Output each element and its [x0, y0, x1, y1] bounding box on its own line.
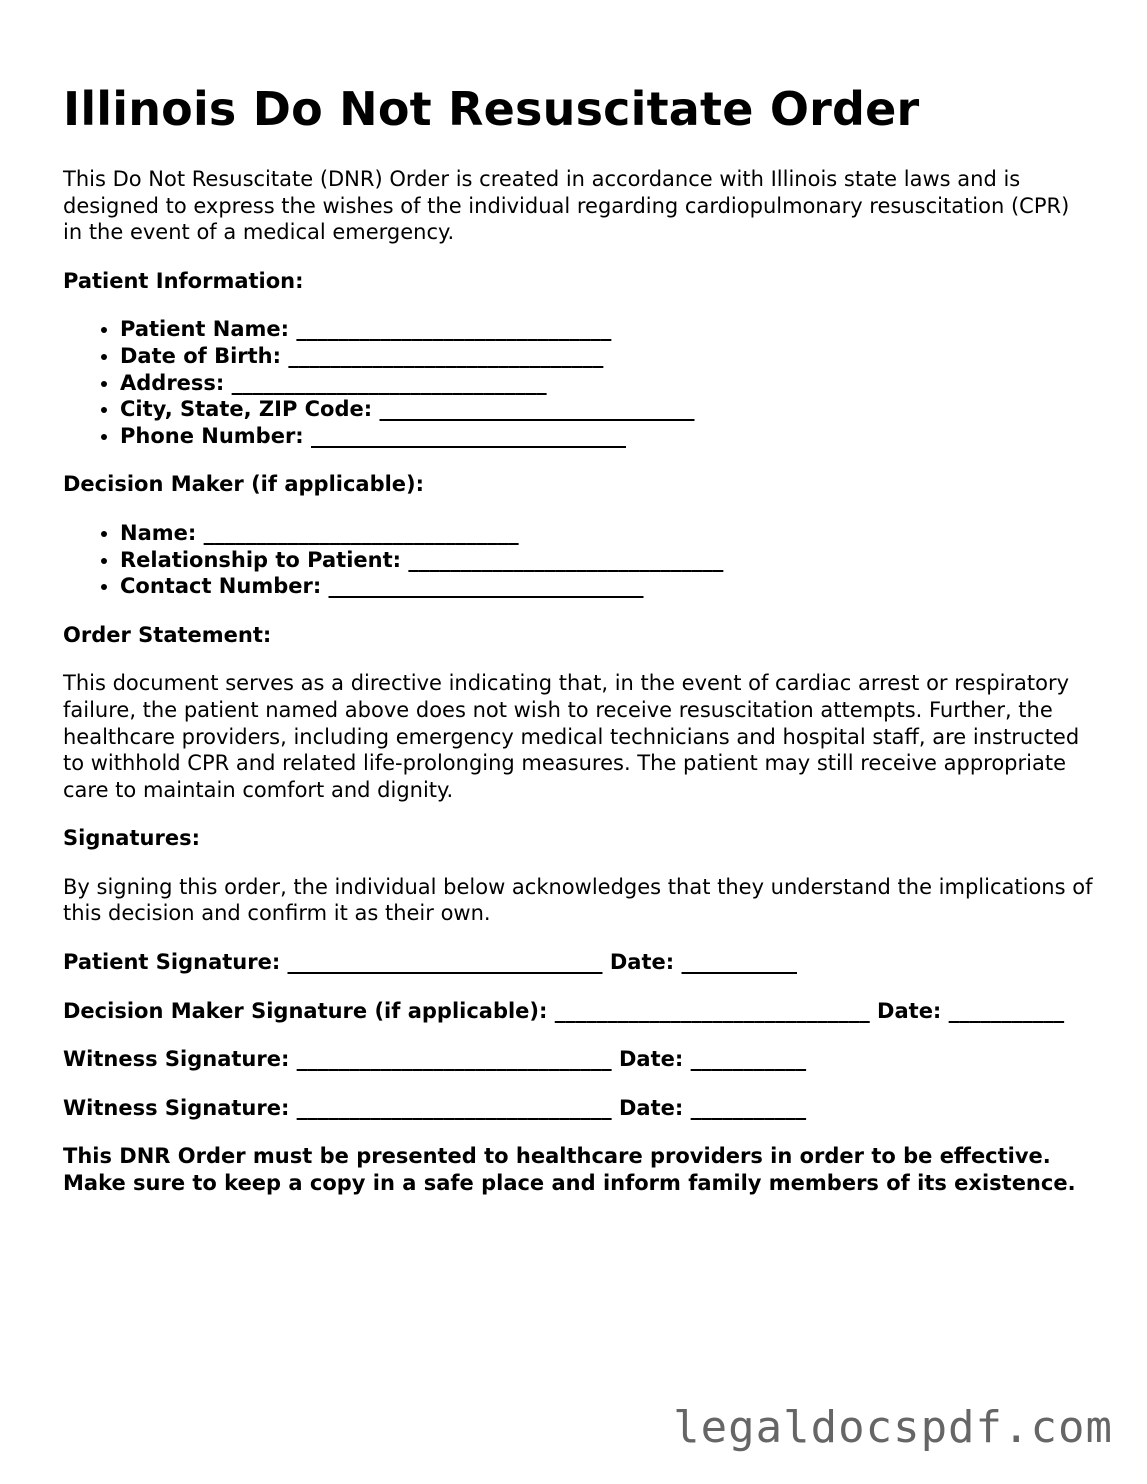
contact-number-field: • Contact Number: ______________________________: [120, 573, 1093, 600]
patient-information-list: [63, 316, 1093, 449]
signatures-heading: Signatures:: [63, 826, 200, 851]
intro-paragraph: This Do Not Resuscitate (DNR) Order is created in accordance with Illinois state laws and is designed to express the wishes of the individual regarding cardiopulmonary resuscitation (CPR) in the event of a medical emergency.: [63, 167, 1070, 245]
decision-maker-list: [63, 520, 1093, 600]
phone-number-field: • Phone Number: ______________________________: [120, 423, 1093, 450]
witness-signature-line-2: Witness Signature: ______________________________ Date: ___________: [63, 1095, 807, 1120]
date-of-birth-field: • Date of Birth: ______________________________: [120, 343, 1093, 370]
relationship-field: • Relationship to Patient: ______________________________: [120, 547, 1093, 574]
signatures-text: By signing this order, the individual below acknowledges that they understand the implications of this decision and confirm it as their own.: [63, 874, 1093, 926]
order-statement-heading: Order Statement:: [63, 622, 272, 647]
patient-signature-line: Patient Signature: ______________________________ Date: ___________: [63, 950, 797, 975]
document-page: [63, 78, 1093, 1197]
decision-maker-heading: Decision Maker (if applicable):: [63, 472, 425, 497]
final-note: This DNR Order must be presented to healthcare providers in order to be effective. Make sure to keep a copy in a safe place and inform family members of its existence.: [63, 1144, 1076, 1196]
city-state-zip-field: • City, State, ZIP Code: ______________________________: [120, 396, 1093, 423]
order-statement-text: This document serves as a directive indicating that, in the event of cardiac arrest or respiratory failure, the patient named above does not wish to receive resuscitation attempts. Further, the healthcare providers, including emergency medical technicians and hospital staff, are instructed to withhold CPR and related life-prolonging measures. The patient may still receive appropriate care to maintain comfort and dignity.: [63, 671, 1080, 802]
watermark: legaldocspdf.com: [673, 1402, 1113, 1453]
patient-information-heading: Patient Information:: [63, 268, 304, 293]
decision-maker-signature-line: Decision Maker Signature (if applicable): ______________________________ Date: ___________: [63, 998, 1065, 1023]
patient-name-field: • Patient Name: ______________________________: [120, 316, 1093, 343]
witness-signature-line-1: Witness Signature: ______________________________ Date: ___________: [63, 1047, 807, 1072]
page-title: Illinois Do Not Resuscitate Order: [63, 82, 920, 136]
address-field: • Address: ______________________________: [120, 370, 1093, 397]
decision-maker-name-field: • Name: ______________________________: [120, 520, 1093, 547]
